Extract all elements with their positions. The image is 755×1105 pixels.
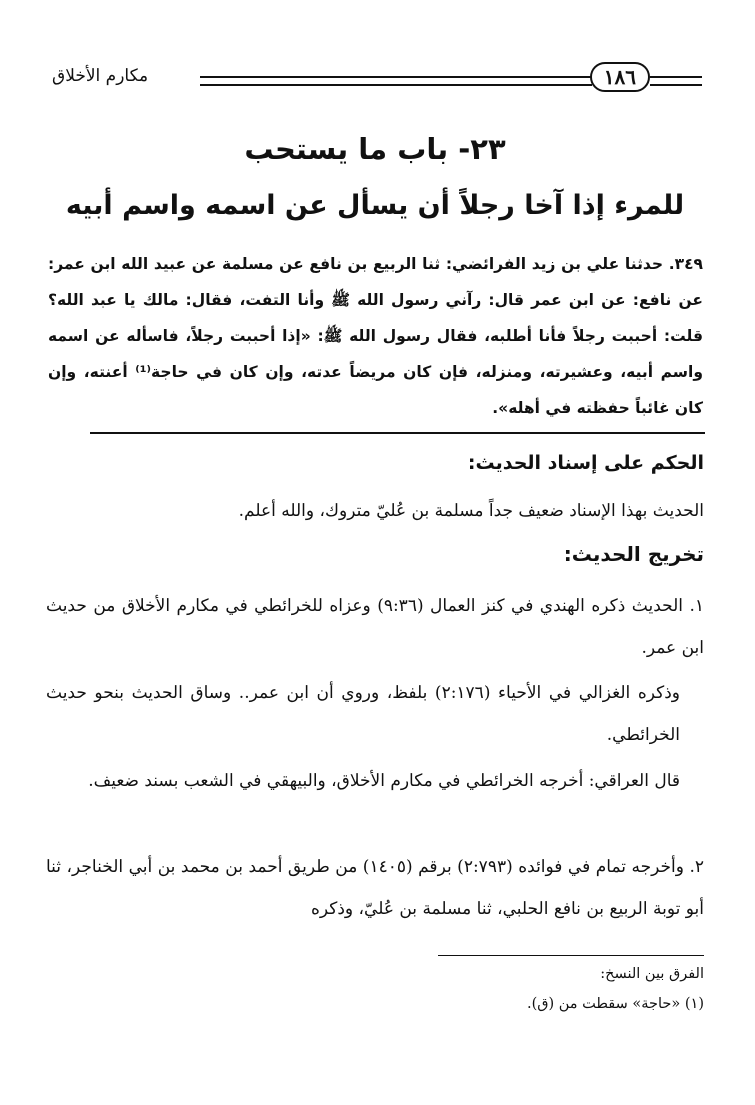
header-rule-tail	[650, 76, 702, 86]
running-header-title: مكارم الأخلاق	[52, 66, 149, 86]
takhrij-paragraph-4: ٢. وأخرجه تمام في فوائده (٢:٧٩٣) برقم (١٤٠٥) من طريق أحمد بن محمد بن أبي الخناجر، ثنا أبو توبة الربيع بن نافع الحلبي، ثنا مسلمة بن عُليّ، وذكره	[46, 857, 705, 919]
chapter-subtitle: للمرء إذا آخا رجلاً أن يسأل عن اسمه واسم أبيه	[65, 190, 685, 221]
chapter-title: ٢٣- باب ما يستحب	[244, 132, 506, 166]
hadith-text: ٣٤٩. حدثنا علي بن زيد الفرائضي: ثنا الربيع بن نافع عن مسلمة عن عبيد الله ابن عمر: عن نافع: عن ابن عمر قال: رآني رسول الله ﷺ وأنا التفت، فقال: مالك يا عبد الله؟ قلت: أحببت رجلاً فأنا أطلبه، فقال رسول الله ﷺ: «إذا أحببت رجلاً، فاسأله عن اسمه واسم أبيه، وعشيرته، ومنزله، فإن كان مريضاً عدته، وإن كان في حاجة⁽¹⁾ أعنته، وإن كان غائباً حفظته في أهله».	[48, 255, 703, 417]
footnote-heading: الفرق بين النسخ:	[600, 966, 704, 982]
header-double-rule	[200, 76, 592, 86]
running-header	[52, 62, 702, 102]
page-number: ١٨٦	[590, 62, 650, 92]
footnote-1: (١) «حاجة» سقطت من (ق).	[526, 996, 704, 1012]
takhrij-heading: تخريج الحديث:	[563, 542, 704, 566]
ruling-text: الحديث بهذا الإسناد ضعيف جداً مسلمة بن عُليّ متروك، والله أعلم.	[238, 501, 704, 521]
takhrij-paragraph-2: وذكره الغزالي في الأحياء (٢:١٧٦) بلفظ، وروي أن ابن عمر.. وساق الحديث بنحو حديث الخرائطي.	[46, 683, 680, 745]
footnote-divider	[438, 955, 704, 956]
takhrij-paragraph-3: قال العراقي: أخرجه الخرائطي في مكارم الأخلاق، والبيهقي في الشعب بسند ضعيف.	[88, 771, 680, 791]
ruling-heading: الحكم على إسناد الحديث:	[467, 452, 704, 474]
takhrij-paragraph-1: ١. الحديث ذكره الهندي في كنز العمال (٩:٣٦) وعزاه للخرائطي في مكارم الأخلاق من حديث ابن عمر.	[46, 596, 704, 658]
hadith-divider	[90, 432, 705, 434]
